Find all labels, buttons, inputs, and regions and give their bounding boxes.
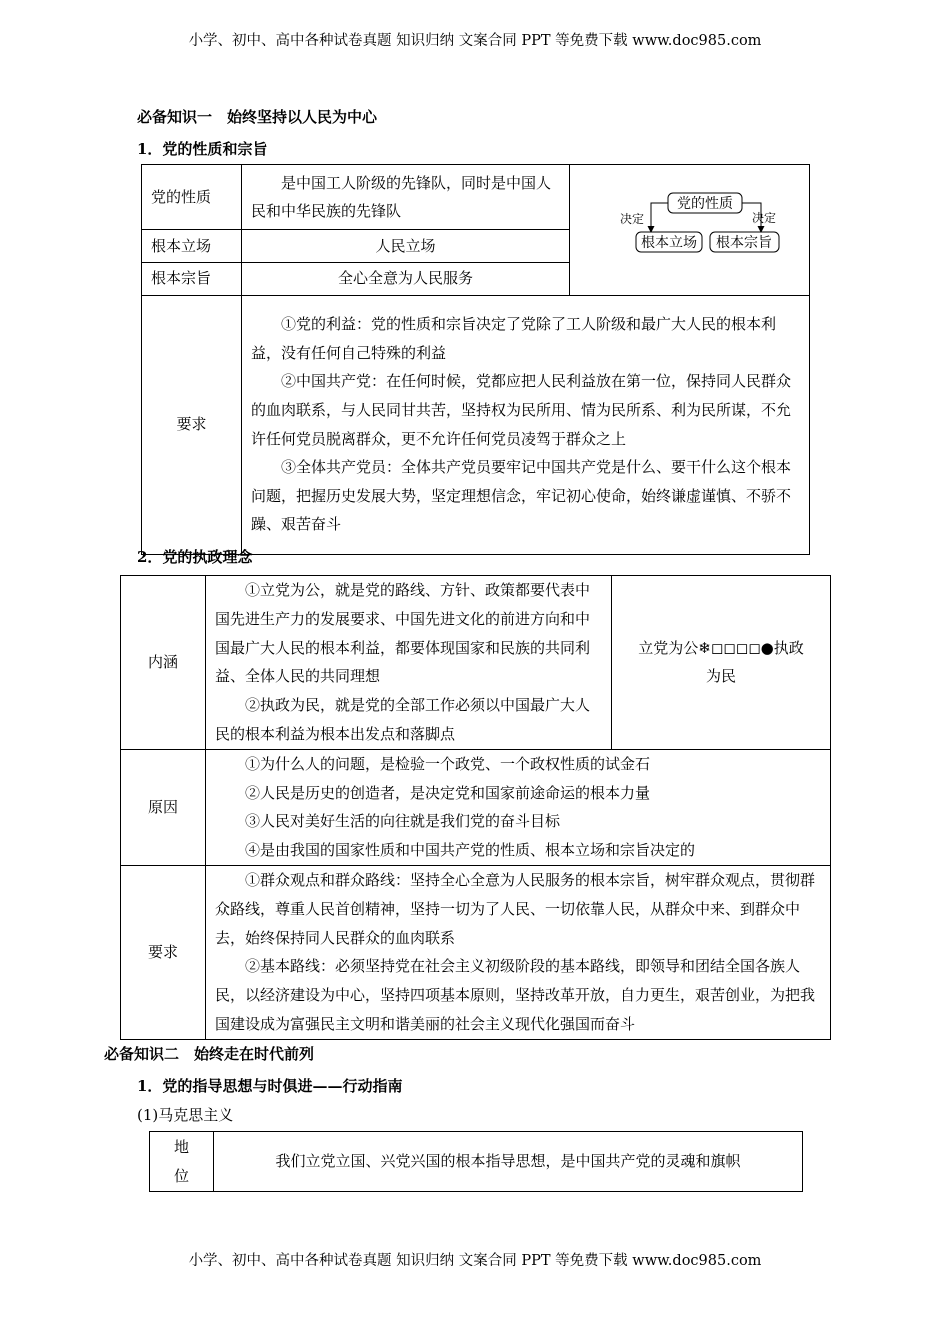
marxism-table (149, 1131, 803, 1192)
section-title-1: 必备知识一 始终坚持以人民为中心 (137, 108, 378, 126)
page-header: 小学、初中、高中各种试卷真题 知识归纳 文案合同 PPT 等免费下载 www.doc985.com (188, 33, 762, 49)
reason-item: ③人民对美好生活的向往就是我们党的奋斗目标 (245, 812, 561, 831)
label-fundamental-purpose: 根本宗旨 (142, 262, 242, 295)
reason-item: ④是由我国的国家性质和中国共产党的性质、根本立场和宗旨决定的 (245, 841, 696, 860)
diagram-svg (571, 165, 809, 285)
label-connotation: 内涵 (121, 576, 206, 750)
governing-philosophy-table (120, 575, 831, 1040)
connotation-public: ①立党为公，就是党的路线、方针、政策都要代表中国先进生产力的发展要求、中国先进文化的前进方向和中国最广大人民的根本利益，都要体现国家和民族的共同利益、全体人民的共同理想 (215, 581, 591, 686)
connotation-people: ②执政为民，就是党的全部工作必须以中国最广大人民的根本利益为根本出发点和落脚点 (215, 696, 591, 743)
label-reasons: 原因 (121, 749, 206, 865)
diagram-left-label: 根本立场 (640, 235, 697, 251)
requirement-members: ③全体共产党员：全体共产党员要牢记中国共产党是什么、要干什么这个根本问题，把握历史发展大势，坚定理想信念，牢记初心使命，始终谦虚谨慎、不骄不躁、艰苦奋斗 (251, 458, 792, 534)
value-fundamental-purpose: 全心全意为人民服务 (242, 262, 570, 295)
diagram-edge-right: 决定 (751, 211, 776, 225)
diagram-arrow-left (651, 203, 668, 231)
page-footer: 小学、初中、高中各种试卷真题 知识归纳 文案合同 PPT 等免费下载 www.doc985.com (188, 1253, 762, 1269)
label-status: 地位 (150, 1132, 214, 1192)
reason-item: ②人民是历史的创造者，是决定党和国家前途命运的根本力量 (245, 783, 651, 802)
subsection-title-1-1: 1．党的性质和宗旨 (137, 140, 268, 158)
requirement-party-interest: ①党的利益：党的性质和宗旨决定了党除了工人阶级和最广大人民的根本利益，没有任何自己特殊的利益 (251, 315, 777, 362)
value-party-nature: 是中国工人阶级的先锋队，同时是中国人民和中华民族的先锋队 (242, 165, 570, 230)
subsection-title-2-1a: (1)马克思主义 (137, 1106, 234, 1124)
diagram-edge-left: 决定 (619, 212, 644, 226)
value-status: 我们立党立国、兴党兴国的根本指导思想，是中国共产党的灵魂和旗帜 (214, 1132, 803, 1192)
label-party-nature: 党的性质 (142, 165, 242, 230)
subsection-title-1-2: 2．党的执政理念 (137, 548, 253, 566)
relationship-diagram (570, 165, 810, 296)
requirement-mass-line: ①群众观点和群众路线：坚持全心全意为人民服务的根本宗旨，树牢群众观点，贯彻群众路线，尊重人民首创精神，坚持一切为了人民、一切依靠人民，从群众中来、到群众中去，始终保持同人民群众的血肉联系 (215, 871, 816, 947)
reason-item: ①为什么人的问题，是检验一个政党、一个政权性质的试金石 (245, 754, 651, 773)
label-fundamental-position: 根本立场 (142, 230, 242, 263)
section-title-2: 必备知识二 始终走在时代前列 (104, 1045, 315, 1063)
reasons-cell (206, 749, 831, 865)
party-nature-table (141, 164, 810, 555)
subsection-title-2-1: 1．党的指导思想与时俱进——行动指南 (137, 1077, 403, 1095)
label-requirements-1: 要求 (142, 295, 242, 554)
connotation-cell (206, 576, 612, 750)
diagram-top-label: 党的性质 (676, 196, 733, 212)
diagram-right-label: 根本宗旨 (715, 235, 772, 251)
requirements-cell-1 (242, 295, 810, 554)
requirements-cell-2 (206, 865, 831, 1039)
value-fundamental-position: 人民立场 (242, 230, 570, 263)
requirement-basic-line: ②基本路线：必须坚持党在社会主义初级阶段的基本路线，即领导和团结全国各族人民，以经济建设为中心，坚持四项基本原则，坚持改革开放，自力更生，艰苦创业，为把我国建设成为富强民主文明和谐美丽的社会主义现代化强国而奋斗 (215, 957, 816, 1034)
requirement-cpc: ②中国共产党：在任何时候，党都应把人民利益放在第一位，保持同人民群众的血肉联系，与人民同甘共苦，坚持权为民所用、情为民所系、利为民所谋，不允许任何党员脱离群众，更不允许任何党员凌驾于群众之上 (251, 372, 792, 448)
label-requirements-2: 要求 (121, 865, 206, 1039)
connotation-relation: 立党为公❄◻◻◻◻●执政为民 (612, 576, 831, 750)
